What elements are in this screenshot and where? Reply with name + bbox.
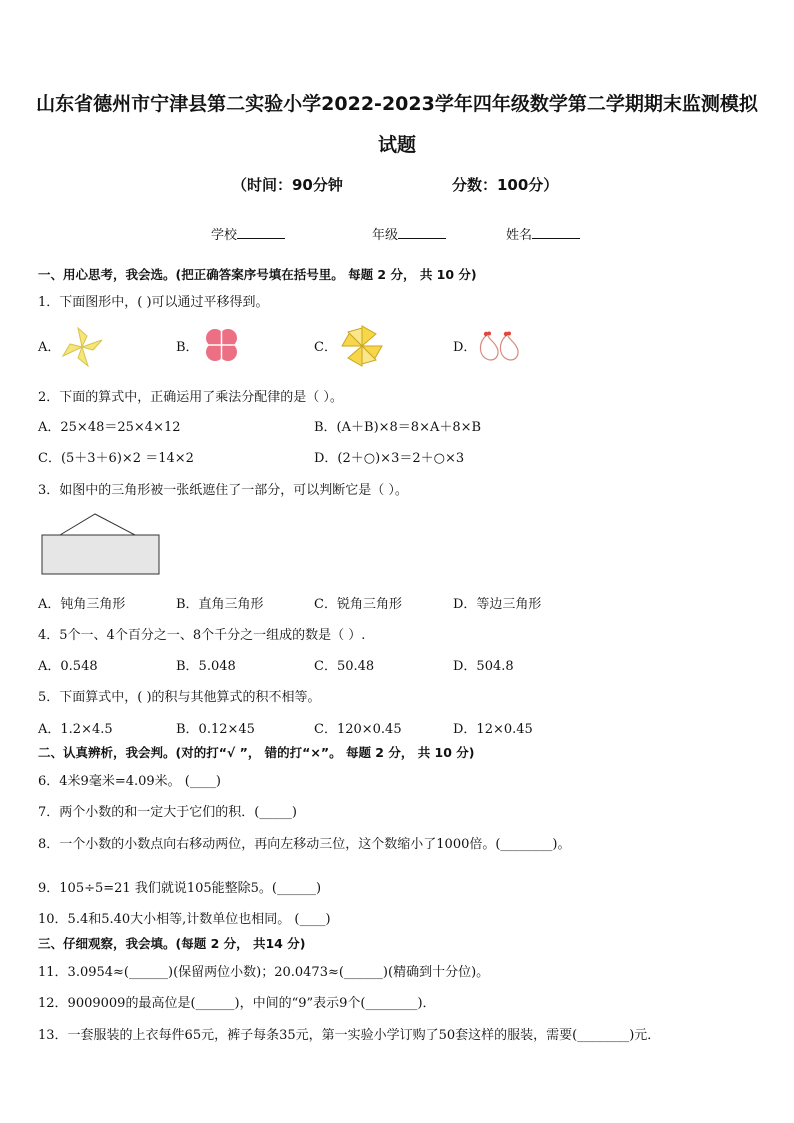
question-10[interactable]: 10．5.4和5.40大小相等,计数单位也相同。 (____)	[38, 912, 331, 927]
pinwheel-figure-a	[60, 326, 106, 368]
question-5: 5．下面算式中，( )的积与其他算式的积不相等。	[38, 690, 321, 705]
q5-option-d[interactable]: D．12×0.45	[453, 722, 533, 737]
q5-option-b[interactable]: B．0.12×45	[176, 722, 255, 737]
school-field[interactable]: 学校	[211, 224, 285, 243]
q3-option-c[interactable]: C．锐角三角形	[314, 597, 402, 612]
exam-time: （时间：90分钟	[232, 176, 343, 194]
question-7[interactable]: 7．两个小数的和一定大于它们的积．(_____)	[38, 805, 297, 820]
section-1-heading: 一、用心思考，我会选。(把正确答案序号填在括号里。 每题 2 分， 共 10 分)	[38, 267, 477, 282]
question-4: 4．5个一、4个百分之一、8个千分之一组成的数是（ ）.	[38, 628, 366, 643]
page-title-cont: 试题	[377, 134, 416, 156]
question-11[interactable]: 11．3.0954≈(______)(保留两位小数)；20.0473≈(______)(精确到十分位)。	[38, 965, 490, 980]
q5-option-c[interactable]: C．120×0.45	[314, 722, 402, 737]
chicken-pair-figure-d	[476, 330, 524, 364]
question-8[interactable]: 8．一个小数的小数点向右移动两位，再向左移动三位，这个数缩小了1000倍。(________)。	[38, 837, 571, 852]
q3-option-d[interactable]: D．等边三角形	[453, 597, 542, 612]
q5-option-a[interactable]: A．1.2×4.5	[38, 722, 113, 737]
name-field[interactable]: 姓名	[506, 224, 580, 243]
q3-option-a[interactable]: A．钝角三角形	[38, 597, 126, 612]
q1-option-b[interactable]: B．	[176, 340, 199, 355]
grade-field[interactable]: 年级	[372, 224, 446, 243]
q4-option-d[interactable]: D．504.8	[453, 659, 514, 674]
q2-option-d[interactable]: D．(2＋○)×3＝2＋○×3	[314, 451, 465, 466]
q4-option-a[interactable]: A．0.548	[38, 659, 98, 674]
q2-option-c[interactable]: C．(5＋3＋6)×2 ＝14×2	[38, 451, 194, 466]
question-3: 3．如图中的三角形被一张纸遮住了一部分，可以判断它是（ ）。	[38, 483, 408, 498]
question-9[interactable]: 9．105÷5=21 我们就说105能整除5。(______)	[38, 881, 322, 896]
q4-option-c[interactable]: C．50.48	[314, 659, 375, 674]
question-12[interactable]: 12．9009009的最高位是(______)，中间的“9”表示9个(________)．	[38, 996, 436, 1011]
q1-option-d[interactable]: D．	[453, 340, 477, 355]
question-2: 2．下面的算式中，正确运用了乘法分配律的是（ ）。	[38, 390, 343, 405]
q3-option-b[interactable]: B．直角三角形	[176, 597, 264, 612]
section-2-heading: 二、认真辨析，我会判。(对的打“√ ”， 错的打“×”。 每题 2 分， 共 10 分)	[38, 745, 475, 760]
question-6[interactable]: 6．4米9毫米=4.09米。 (____)	[38, 774, 221, 789]
q2-option-b[interactable]: B．(A＋B)×8＝8×A＋8×B	[314, 420, 482, 435]
clover-figure-b	[199, 325, 245, 367]
pinwheel-figure-c	[340, 324, 384, 368]
q4-option-b[interactable]: B．5.048	[176, 659, 236, 674]
q1-option-a[interactable]: A．	[38, 340, 61, 355]
section-3-heading: 三、仔细观察，我会填。(每题 2 分， 共14 分)	[38, 936, 306, 951]
exam-score: 分数：100分）	[452, 176, 559, 194]
covered-triangle-figure	[40, 512, 162, 578]
question-13[interactable]: 13．一套服装的上衣每件65元，裤子每条35元，第一实验小学订购了50套这样的服装，需要(________)元．	[38, 1028, 661, 1043]
question-1: 1．下面图形中，( )可以通过平移得到。	[38, 295, 269, 310]
q1-option-c[interactable]: C．	[314, 340, 337, 355]
page-title: 山东省德州市宁津县第二实验小学2022-2023学年四年级数学第二学期期末监测模拟	[36, 93, 758, 115]
q2-option-a[interactable]: A．25×48＝25×4×12	[38, 420, 181, 435]
